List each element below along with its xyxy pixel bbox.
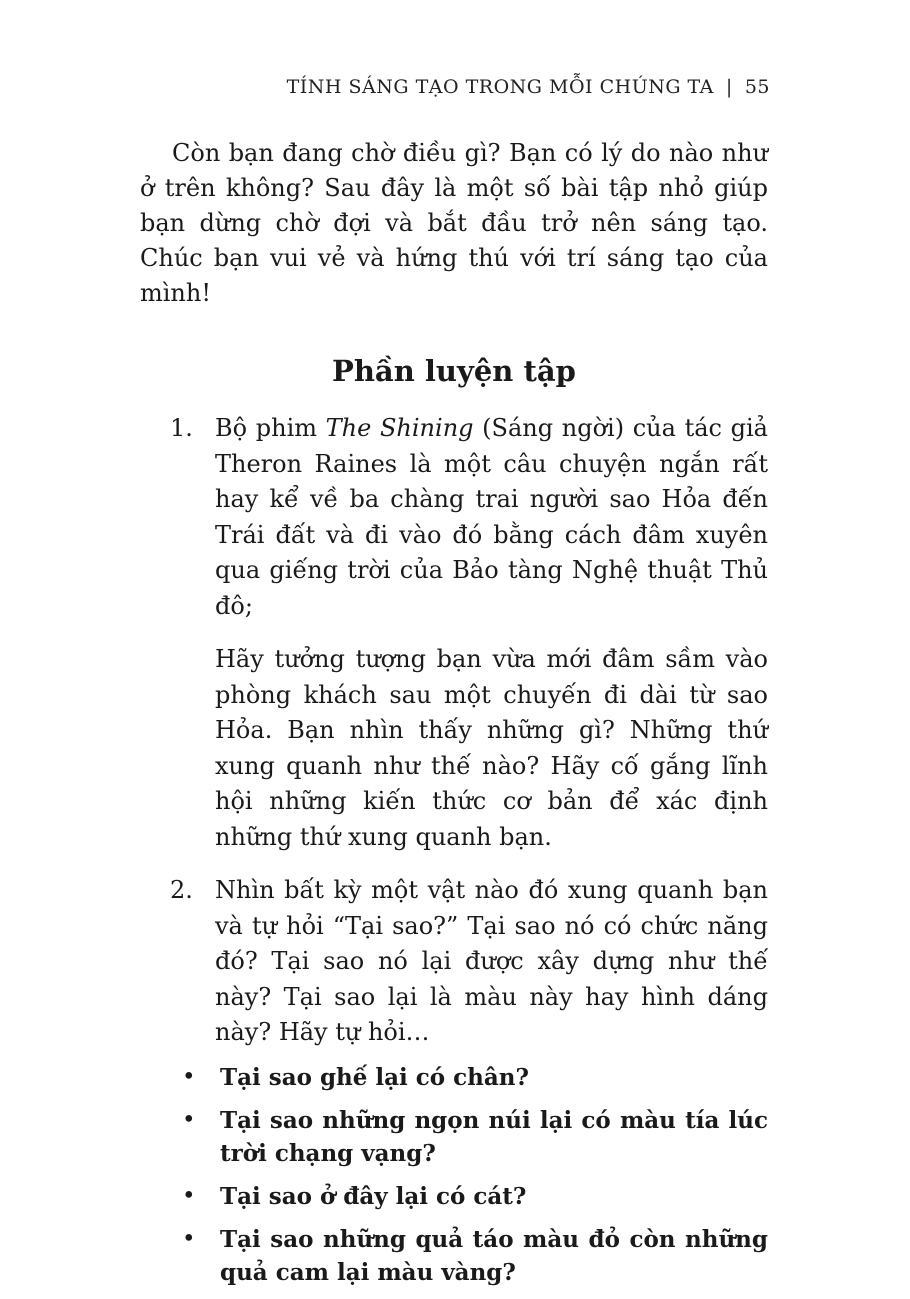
header-separator: | <box>725 76 733 98</box>
list-item <box>140 1061 768 1094</box>
question-text: Tại sao ở đây lại có cát? <box>220 1182 527 1210</box>
running-title: TÍNH SÁNG TẠO TRONG MỖI CHÚNG TA <box>286 76 714 98</box>
bullet-icon: • <box>182 1106 196 1133</box>
exercise-paragraph: Nhìn bất kỳ một vật nào đó xung quanh bạn và tự hỏi “Tại sao?” Tại sao nó có chức năng đó? Tại sao nó lại được xây dựng như thế này? Tại sao lại là màu này hay hình dáng này? Hãy tự hỏi… <box>215 876 768 1046</box>
page-number: 55 <box>744 76 770 98</box>
question-text: Tại sao những ngọn núi lại có màu tía lúc trời chạng vạng? <box>220 1106 768 1167</box>
exercise-content <box>215 873 768 1051</box>
exercise-number: 2. <box>170 876 193 904</box>
running-header <box>140 76 770 98</box>
question-text: Tại sao ghế lại có chân? <box>220 1063 529 1091</box>
exercise-paragraph: Bộ phim The Shining (Sáng ngời) của tác giả Theron Raines là một câu chuyện ngắn rất hay kể về ba chàng trai người sao Hỏa đến Trái đất và đi vào đó bằng cách đâm xuyên qua giếng trời của Bảo tàng Nghệ thuật Thủ đô; <box>215 414 768 620</box>
exercise-item-1 <box>140 411 768 855</box>
question-list <box>140 1061 768 1289</box>
bullet-icon: • <box>182 1225 196 1252</box>
film-title: The Shining <box>325 414 474 442</box>
bullet-icon: • <box>182 1063 196 1090</box>
intro-paragraph: Còn bạn đang chờ điều gì? Bạn có lý do nào như ở trên không? Sau đây là một số bài tập nhỏ giúp bạn dừng chờ đợi và bắt đầu trở nên sáng tạo. Chúc bạn vui vẻ và hứng thú với trí sáng tạo của mình! <box>140 139 768 307</box>
exercise-item-2 <box>140 873 768 1051</box>
exercise-paragraph: Hãy tưởng tượng bạn vừa mới đâm sầm vào phòng khách sau một chuyến đi dài từ sao Hỏa. Bạn nhìn thấy những gì? Những thứ xung quanh như thế nào? Hãy cố gắng lĩnh hội những kiến thức cơ bản để xác định những thứ xung quanh bạn. <box>215 645 768 851</box>
question-text: Tại sao những quả táo màu đỏ còn những quả cam lại màu vàng? <box>220 1225 768 1286</box>
page-body <box>140 136 768 1299</box>
exercise-content <box>215 411 768 855</box>
section-title: Phần luyện tập <box>332 354 576 388</box>
list-item <box>140 1223 768 1289</box>
bullet-icon: • <box>182 1182 196 1209</box>
list-item <box>140 1104 768 1170</box>
exercise-number: 1. <box>170 414 193 442</box>
list-item <box>140 1180 768 1213</box>
